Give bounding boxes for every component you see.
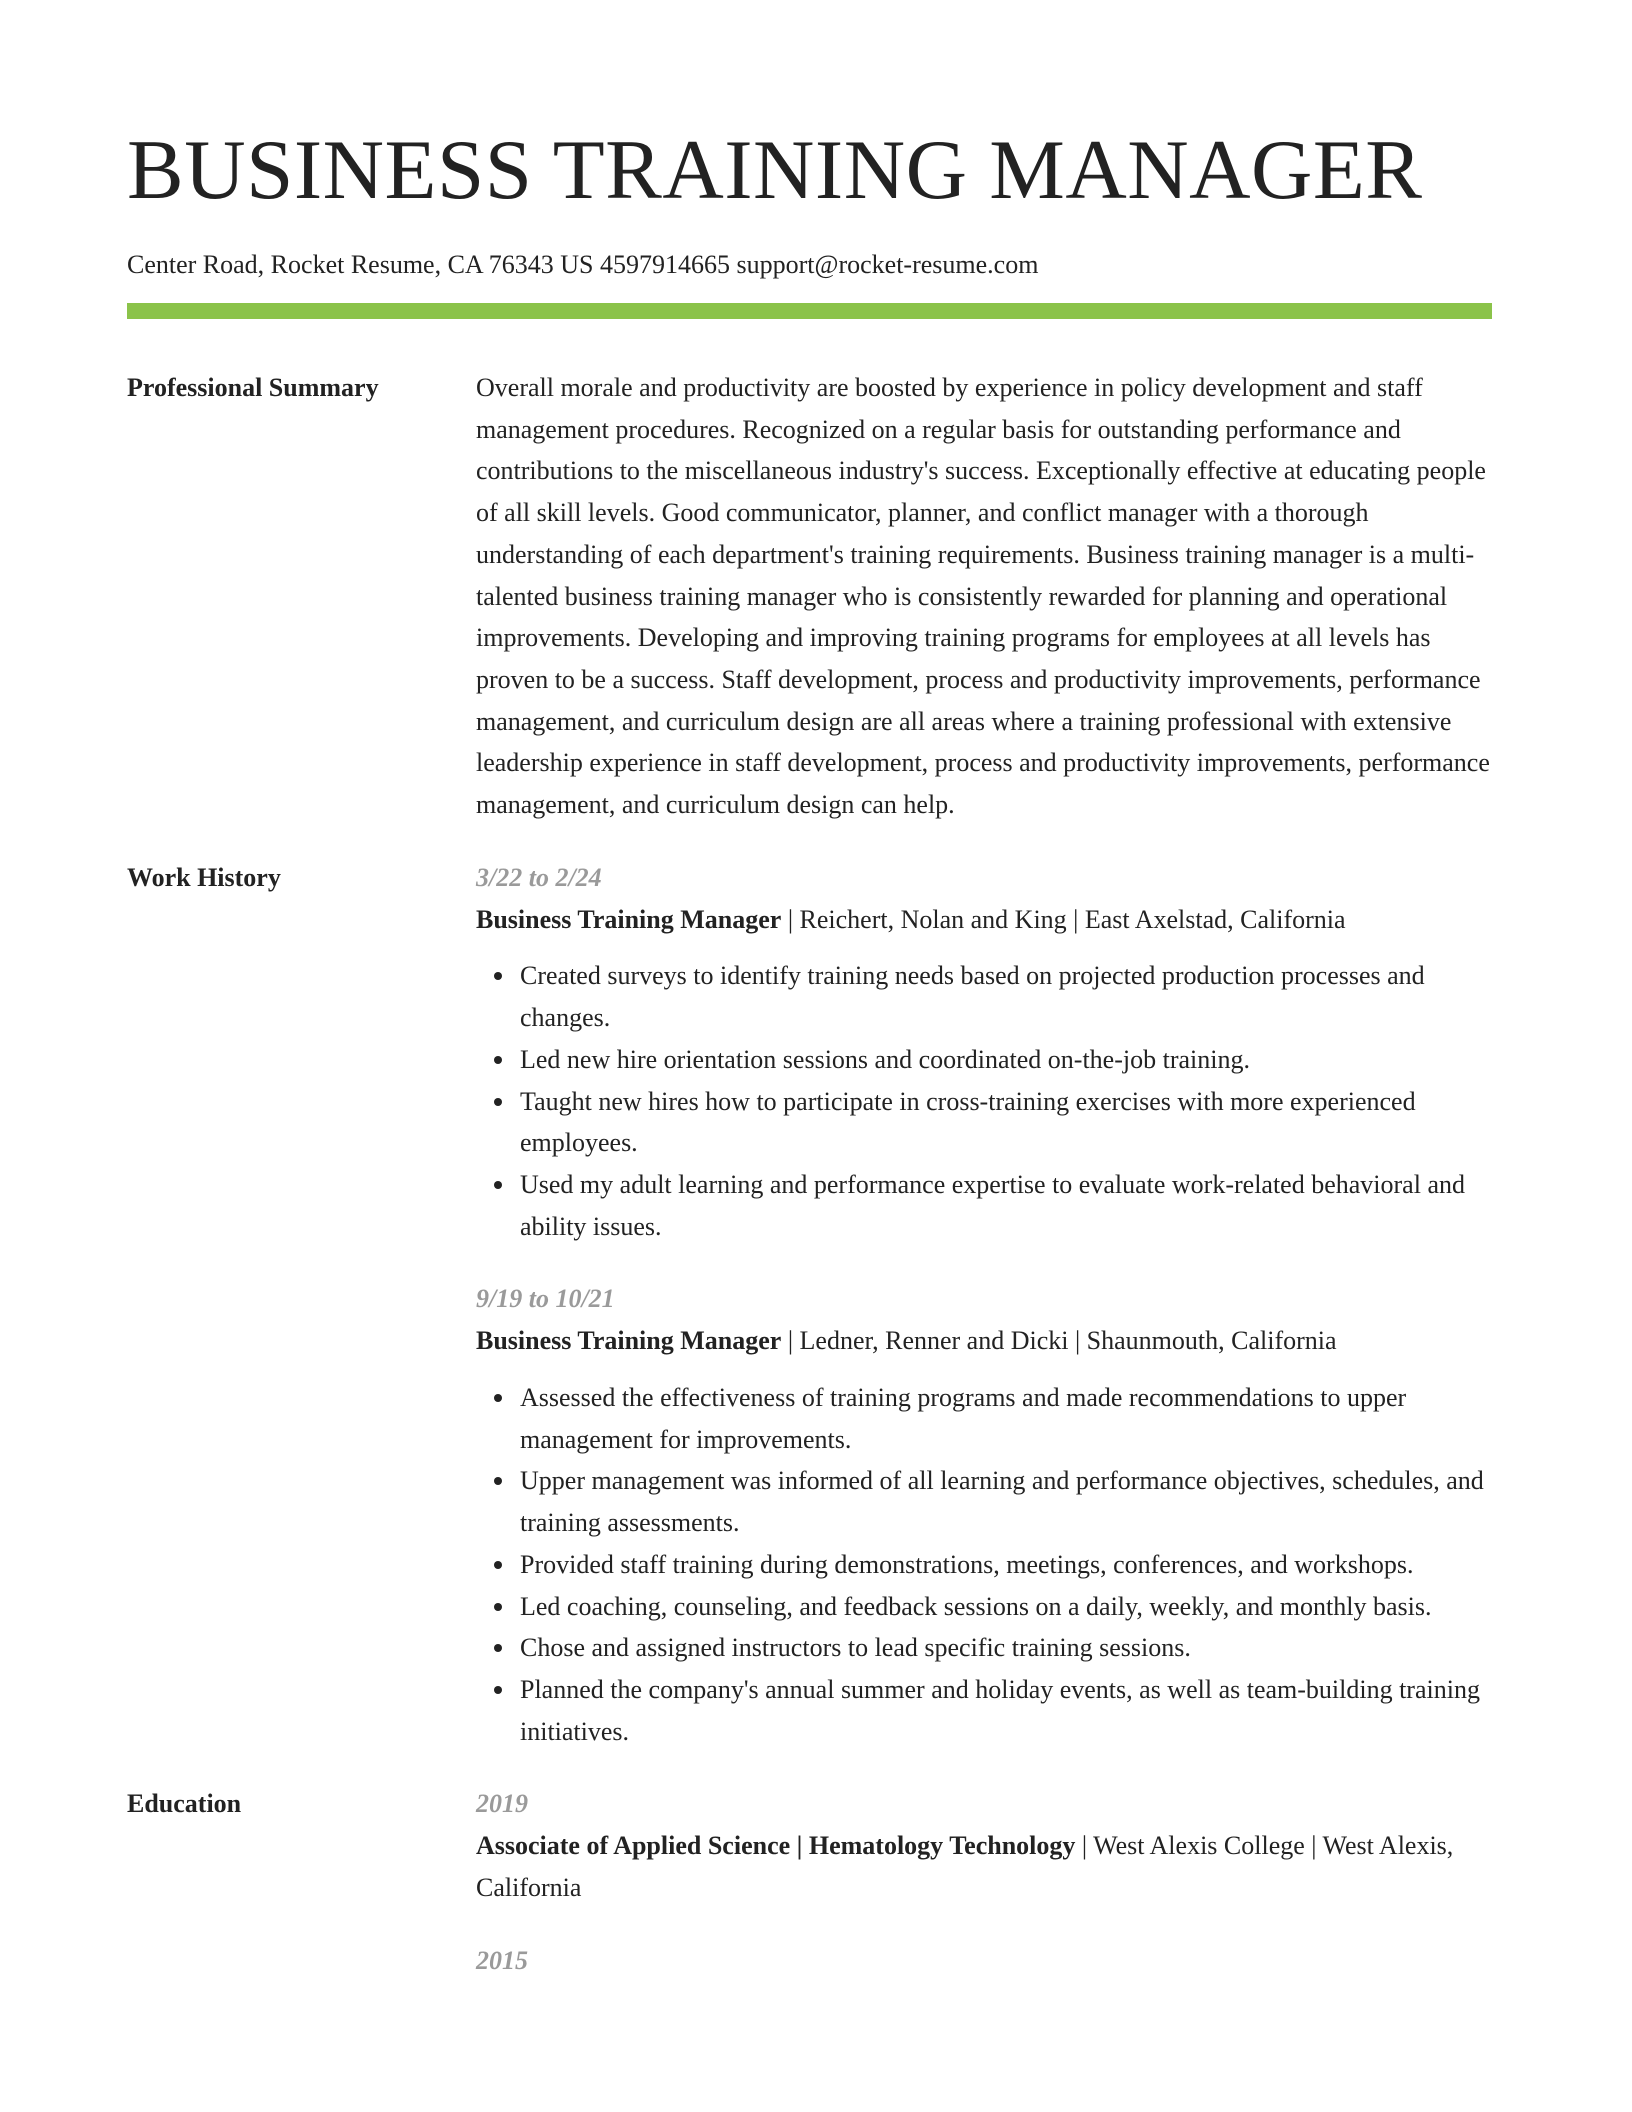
education-heading [476, 1825, 1492, 1908]
professional-summary-section [127, 367, 1492, 826]
education-entry [476, 1940, 1492, 1982]
job-bullet: Taught new hires how to participate in cross-training exercises with more experienced employees. [520, 1081, 1492, 1164]
job-bullet-list [476, 955, 1492, 1247]
section-label-work-history: Work History [127, 862, 281, 892]
job-bullet: Created surveys to identify training needs based on projected production processes and changes. [520, 955, 1492, 1038]
section-label-education: Education [127, 1789, 242, 1819]
resume-page [127, 0, 1492, 1982]
work-history-section [127, 857, 1492, 1753]
job-title: Business Training Manager [476, 904, 782, 934]
resume-name-heading: BUSINESS TRAINING MANAGER [127, 123, 1423, 217]
education-school-location: | West Alexis College | West Alexis, California [476, 1831, 1454, 1903]
job-bullet: Assessed the effectiveness of training programs and made recommendations to upper management for improvements. [520, 1377, 1492, 1460]
job-bullet: Led new hire orientation sessions and coordinated on-the-job training. [520, 1039, 1492, 1081]
job-dates: 3/22 to 2/24 [476, 862, 602, 892]
contact-line: Center Road, Rocket Resume, CA 76343 US 4597914665 support@rocket-resume.com [127, 250, 1039, 279]
work-history-list [476, 857, 1492, 1753]
job-dates: 9/19 to 10/21 [476, 1284, 615, 1314]
education-list [476, 1783, 1492, 1981]
job-bullet: Planned the company's annual summer and holiday events, as well as team-building training initiatives. [520, 1669, 1492, 1752]
job-title: Business Training Manager [476, 1326, 782, 1356]
education-entry [476, 1783, 1492, 1908]
section-label-summary: Professional Summary [127, 373, 379, 402]
job-heading [476, 1320, 1492, 1362]
header-divider [127, 303, 1492, 319]
education-degree: Associate of Applied Science | Hematology Technology [476, 1831, 1076, 1861]
education-year: 2015 [476, 1945, 528, 1975]
job-employer-location: | Ledner, Renner and Dicki | Shaunmouth, California [781, 1326, 1337, 1356]
job-bullet: Provided staff training during demonstrations, meetings, conferences, and workshops. [520, 1544, 1492, 1586]
job-heading [476, 899, 1492, 941]
education-year: 2019 [476, 1789, 528, 1819]
education-section [127, 1783, 1492, 1981]
summary-text: Overall morale and productivity are boosted by experience in policy development and staff management procedures. Recognized on a regular basis for outstanding performance and contributions to the miscellaneous industry's success. Exceptionally effective at educating people of all skill levels. Good communicator, planner, and conflict manager with a thorough understanding of each department's training requirements. Business training manager is a multi-talented business training manager who is consistently rewarded for planning and operational improvements. Developing and improving training programs for employees at all levels has proven to be a success. Staff development, process and productivity improvements, performance management, and curriculum design are all areas where a training professional with extensive leadership experience in staff development, process and productivity improvements, performance management, and curriculum design can help. [476, 373, 1490, 820]
job-bullet: Used my adult learning and performance expertise to evaluate work-related behavioral and ability issues. [520, 1164, 1492, 1247]
job-bullet: Chose and assigned instructors to lead specific training sessions. [520, 1627, 1492, 1669]
job-entry [476, 1278, 1492, 1752]
job-entry [476, 857, 1492, 1248]
job-bullet: Upper management was informed of all learning and performance objectives, schedules, and training assessments. [520, 1460, 1492, 1543]
job-bullet-list [476, 1377, 1492, 1752]
job-employer-location: | Reichert, Nolan and King | East Axelstad, California [781, 904, 1346, 934]
job-bullet: Led coaching, counseling, and feedback sessions on a daily, weekly, and monthly basis. [520, 1586, 1492, 1628]
